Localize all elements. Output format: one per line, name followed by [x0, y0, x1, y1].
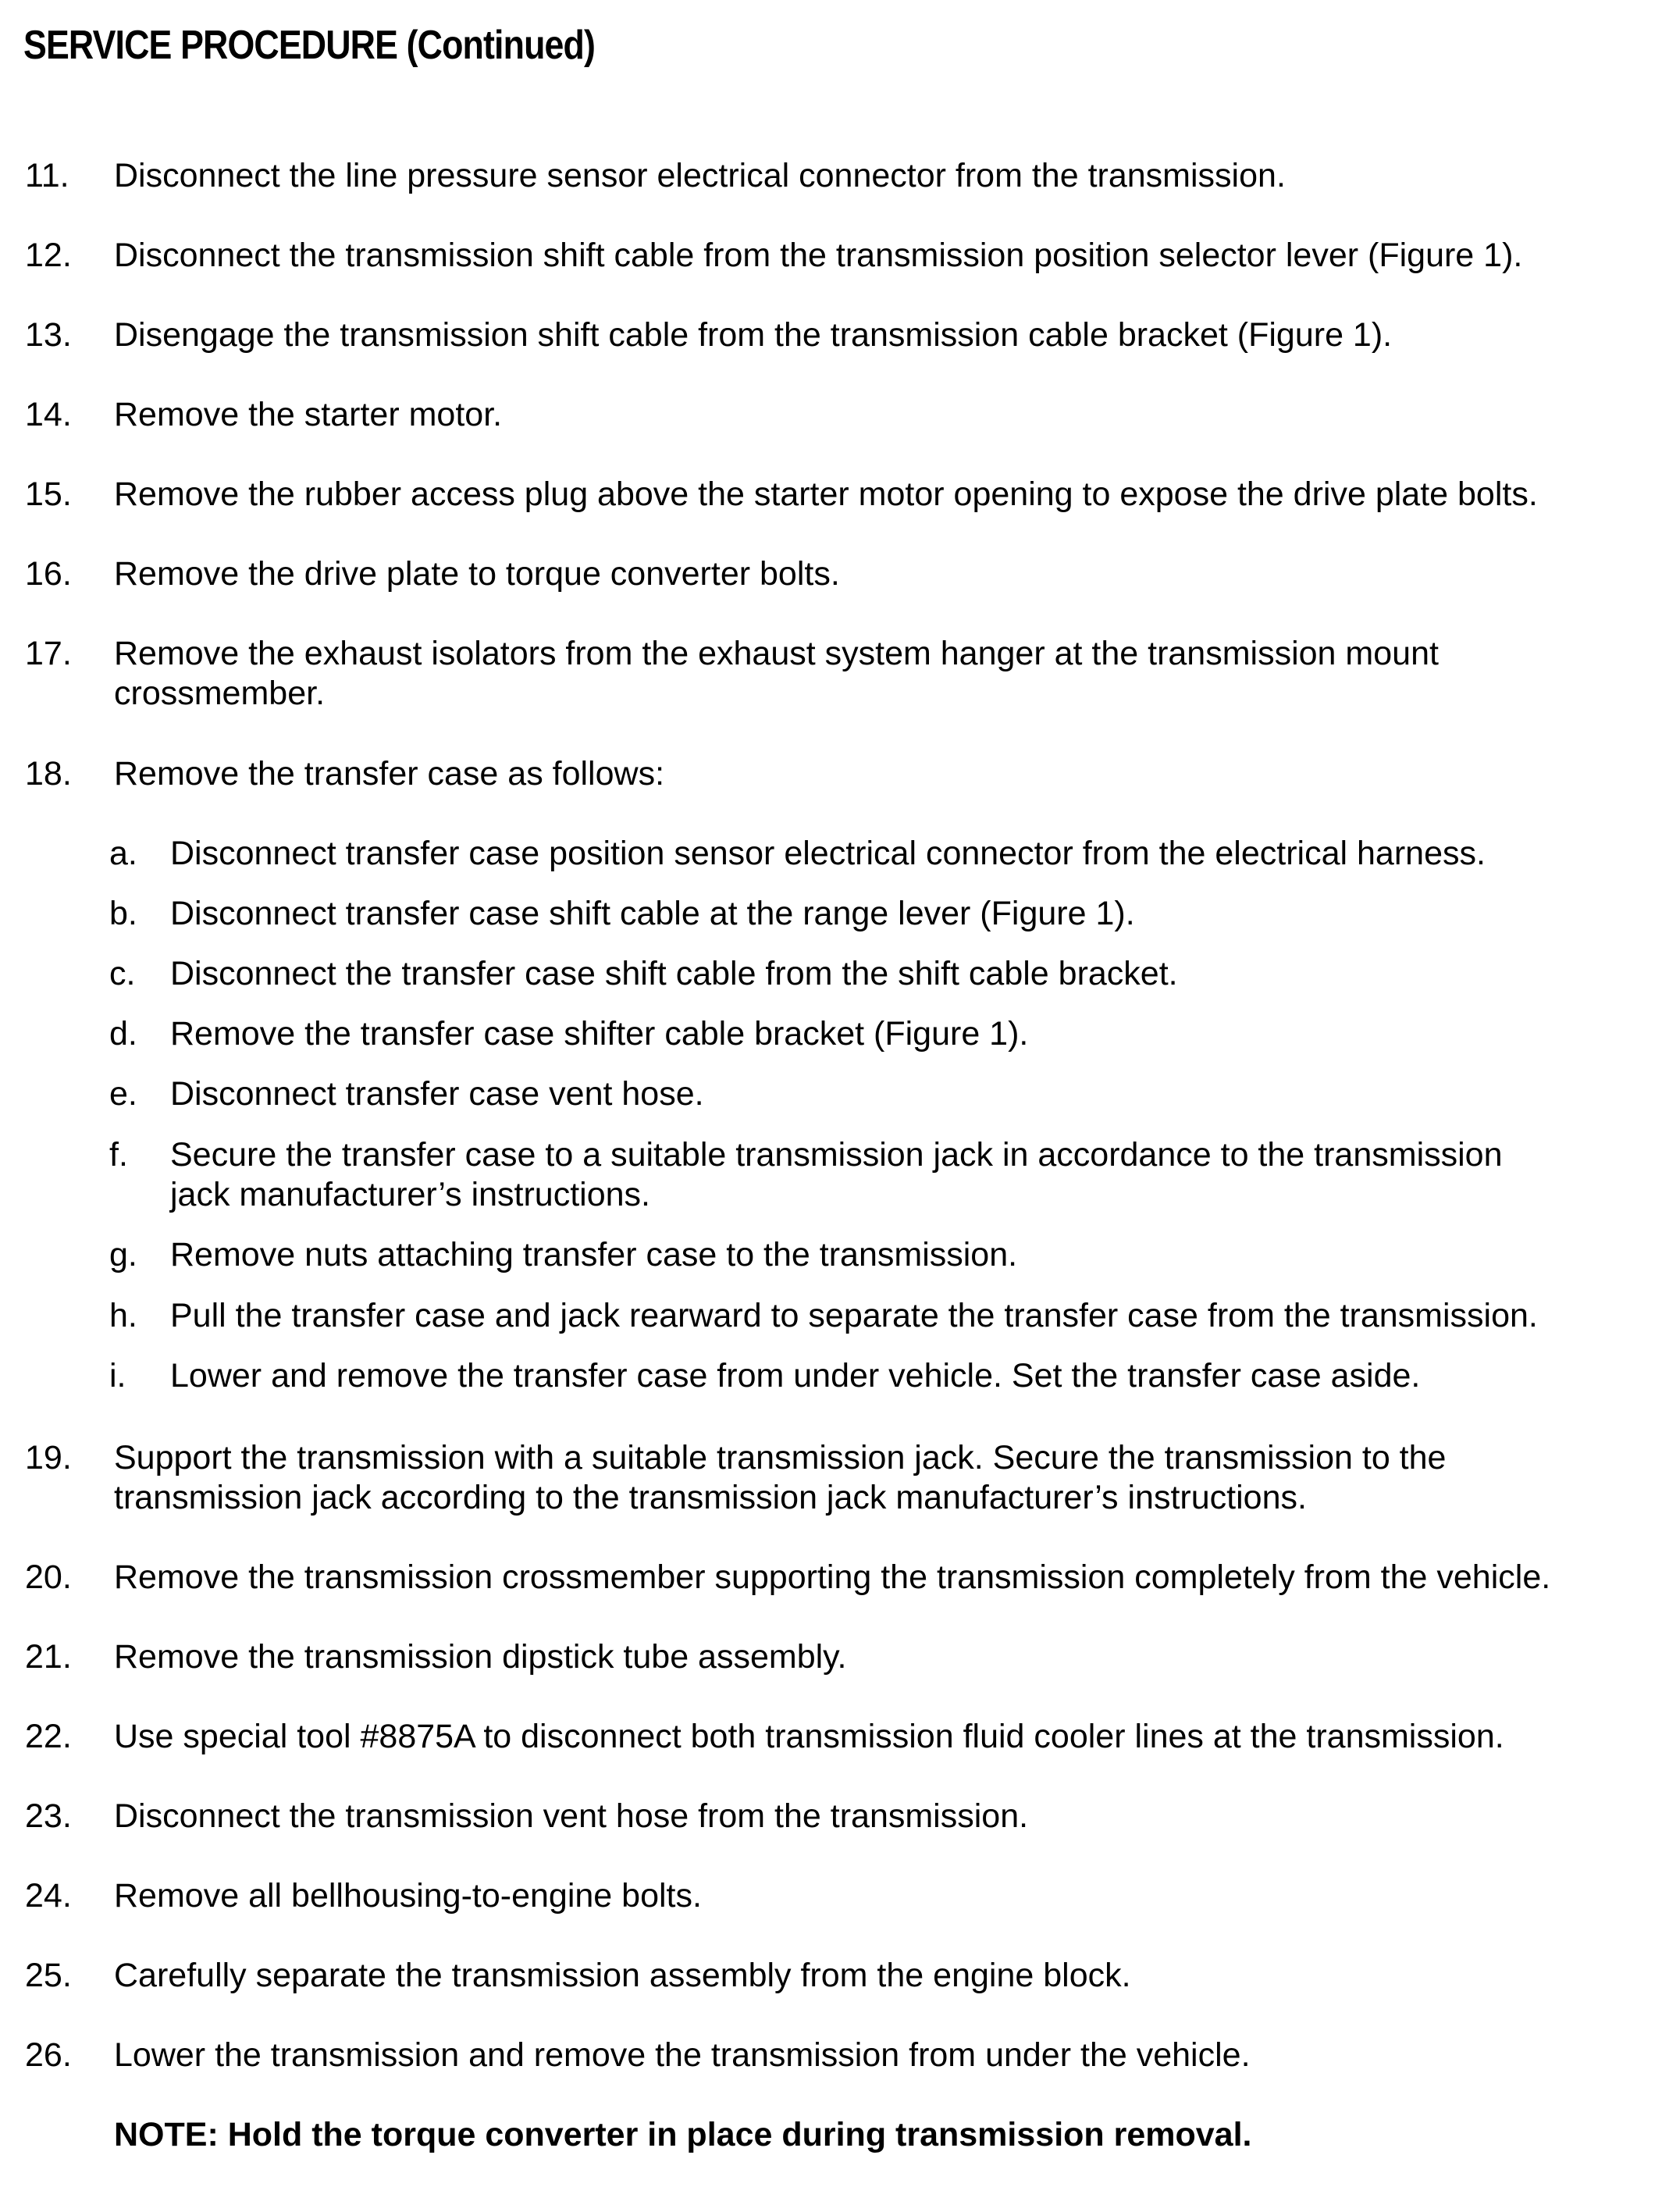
- step-text: Lower the transmission and remove the transmission from under the vehicle.: [114, 2036, 1251, 2074]
- substep-i: [109, 1356, 1639, 1442]
- substep-letter: d.: [109, 1015, 137, 1053]
- substep-letter: e.: [109, 1075, 137, 1113]
- substep-letter: i.: [109, 1357, 126, 1395]
- substep-f: [109, 1135, 1639, 1221]
- step-text: Carefully separate the transmission assembly from the engine block.: [114, 1957, 1131, 1994]
- step-19: [25, 1438, 1641, 1524]
- page-title: SERVICE PROCEDURE (Continued): [23, 23, 596, 68]
- step-12: [25, 236, 1641, 322]
- step-number: 26.: [25, 2036, 72, 2074]
- note: NOTE: Hold the torque converter in place during transmission removal.: [114, 2116, 1252, 2153]
- step-text: Disconnect the transmission shift cable from the transmission position selector lever (Figure 1).: [114, 237, 1523, 274]
- step-15: [25, 475, 1641, 561]
- step-17: [25, 634, 1641, 720]
- step-number: 16.: [25, 555, 72, 593]
- step-text: Disconnect the transmission vent hose from the transmission.: [114, 1797, 1029, 1835]
- substep-text: Disconnect transfer case vent hose.: [170, 1075, 704, 1113]
- step-22: [25, 1717, 1641, 1803]
- step-number: 24.: [25, 1877, 72, 1915]
- step-number: 22.: [25, 1718, 72, 1755]
- step-number: 13.: [25, 316, 72, 354]
- step-text: Support the transmission with a suitable transmission jack. Secure the transmission to the transmission jack according to the transmission jack manufacturer’s instructions.: [114, 1439, 1447, 1516]
- substep-text: Disconnect transfer case shift cable at the range lever (Figure 1).: [170, 895, 1135, 932]
- substep-text: Remove nuts attaching transfer case to the transmission.: [170, 1236, 1018, 1273]
- step-number: 11.: [25, 157, 69, 194]
- step-text: Remove the transfer case as follows:: [114, 755, 665, 793]
- step-number: 25.: [25, 1957, 72, 1994]
- step-text: Remove the transmission crossmember supporting the transmission completely from the vehicle.: [114, 1558, 1551, 1596]
- substep-text: Disconnect the transfer case shift cable from the shift cable bracket.: [170, 955, 1178, 992]
- step-number: 14.: [25, 396, 72, 433]
- step-text: Disconnect the line pressure sensor electrical connector from the transmission.: [114, 157, 1286, 194]
- step-25: [25, 1956, 1641, 2042]
- step-23: [25, 1797, 1641, 1883]
- substep-text: Disconnect transfer case position sensor electrical connector from the electrical harness.: [170, 835, 1486, 872]
- step-number: 18.: [25, 755, 72, 793]
- substep-text: Pull the transfer case and jack rearward to separate the transfer case from the transmission.: [170, 1297, 1538, 1334]
- step-16: [25, 554, 1641, 640]
- step-number: 12.: [25, 237, 72, 274]
- substep-text: Remove the transfer case shifter cable bracket (Figure 1).: [170, 1015, 1029, 1053]
- substep-text: Secure the transfer case to a suitable transmission jack in accordance to the transmission jack manufacturer’s instructions.: [170, 1136, 1503, 1213]
- substep-letter: f.: [109, 1136, 128, 1174]
- step-21: [25, 1637, 1641, 1723]
- step-24: [25, 1876, 1641, 1962]
- step-text: Remove the transmission dipstick tube assembly.: [114, 1638, 847, 1676]
- step-number: 17.: [25, 635, 72, 672]
- step-text: Remove all bellhousing-to-engine bolts.: [114, 1877, 702, 1915]
- substep-text: Lower and remove the transfer case from under vehicle. Set the transfer case aside.: [170, 1357, 1421, 1395]
- substep-letter: a.: [109, 835, 137, 872]
- step-20: [25, 1558, 1641, 1644]
- step-text: Remove the rubber access plug above the starter motor opening to expose the drive plate bolts.: [114, 476, 1538, 513]
- step-number: 21.: [25, 1638, 72, 1676]
- step-13: [25, 315, 1641, 401]
- step-14: [25, 395, 1641, 481]
- step-text: Remove the starter motor.: [114, 396, 503, 433]
- step-number: 23.: [25, 1797, 72, 1835]
- step-text: Use special tool #8875A to disconnect both transmission fluid cooler lines at the transmission.: [114, 1718, 1504, 1755]
- step-number: 20.: [25, 1558, 72, 1596]
- step-number: 19.: [25, 1439, 72, 1476]
- step-18: [25, 754, 1641, 840]
- step-text: Remove the drive plate to torque converter bolts.: [114, 555, 840, 593]
- step-text: Disengage the transmission shift cable from the transmission cable bracket (Figure 1).: [114, 316, 1393, 354]
- step-number: 15.: [25, 476, 72, 513]
- substep-letter: b.: [109, 895, 137, 932]
- step-11: [25, 156, 1641, 242]
- substep-letter: h.: [109, 1297, 137, 1334]
- step-26: [25, 2036, 1641, 2121]
- substep-letter: g.: [109, 1236, 137, 1273]
- substep-letter: c.: [109, 955, 136, 992]
- step-text: Remove the exhaust isolators from the exhaust system hanger at the transmission mount crossmember.: [114, 635, 1439, 712]
